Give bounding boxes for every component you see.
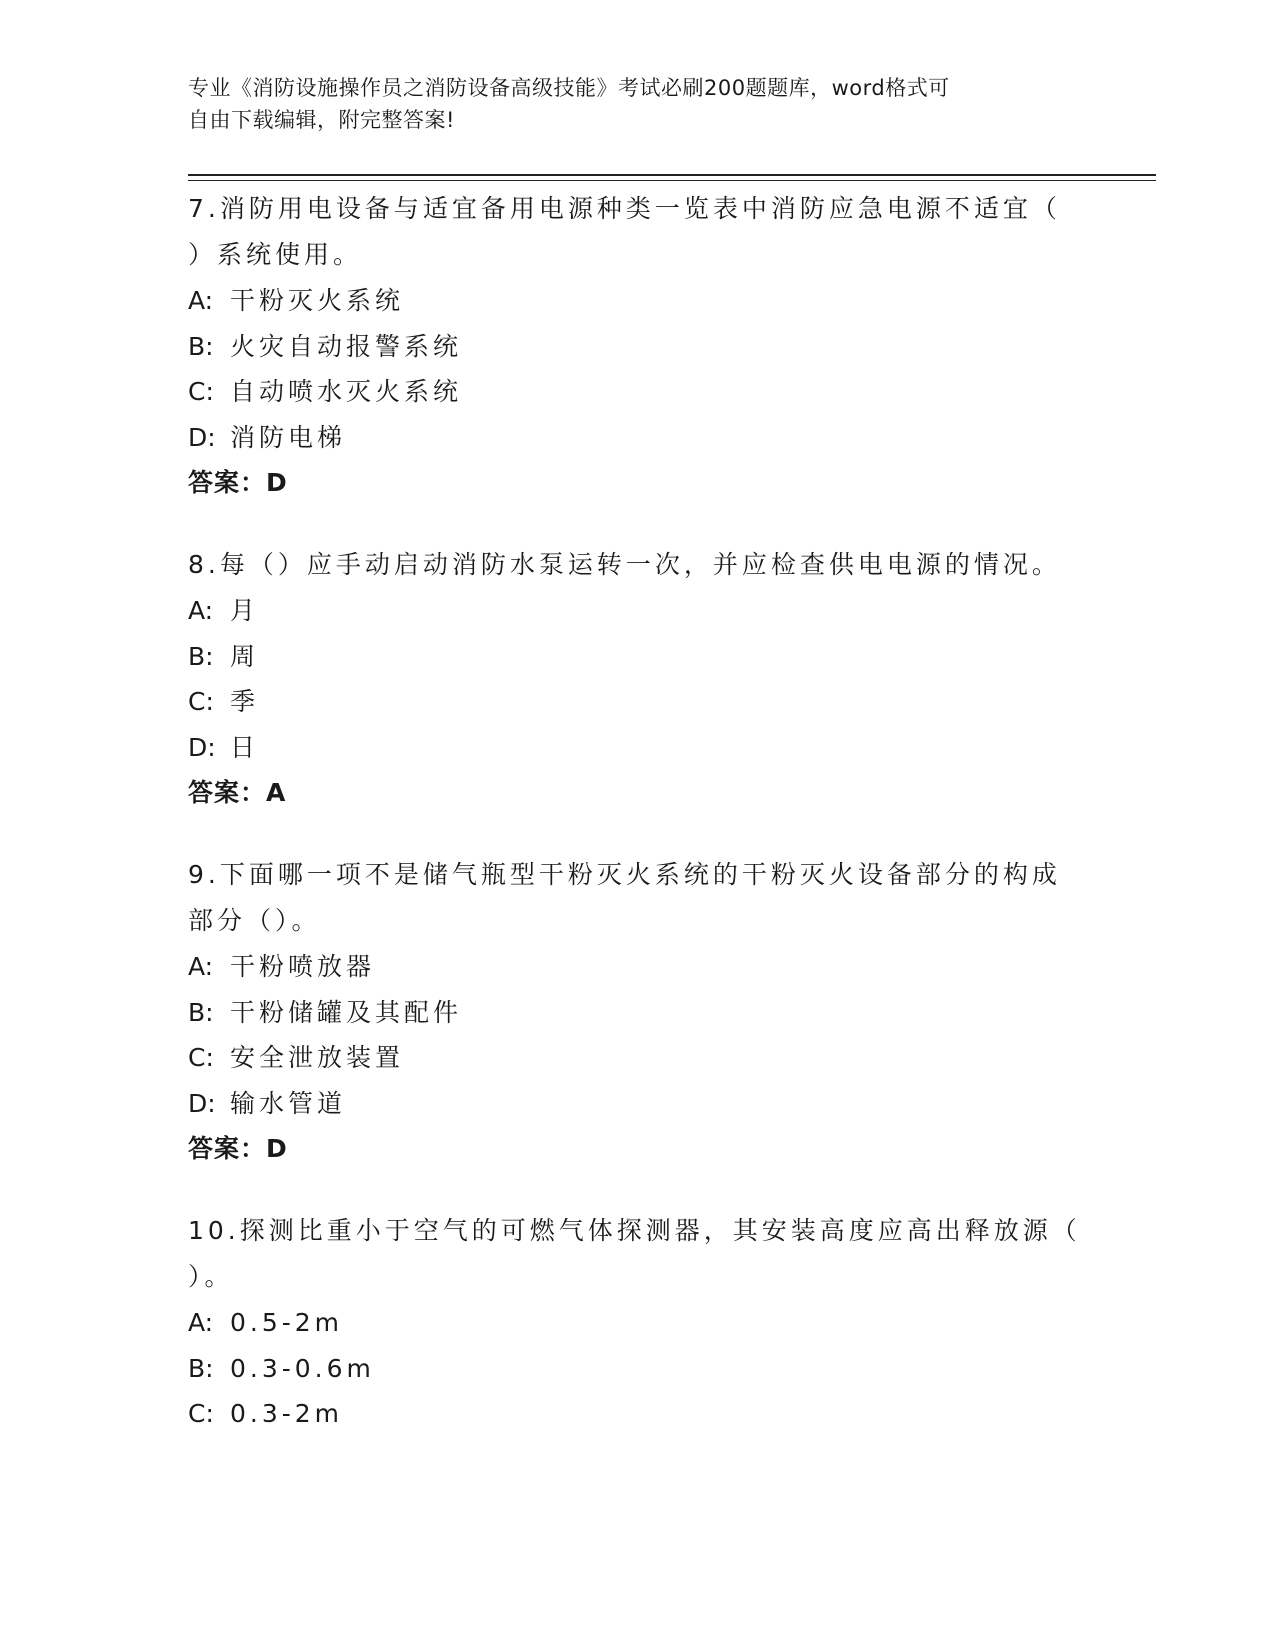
option-letter: A: (188, 286, 214, 315)
option-c (188, 1035, 1088, 1081)
question-text-continued: 部分（）。 (188, 906, 321, 935)
option-letter: B: (188, 331, 214, 361)
header-divider-thin (188, 180, 1156, 181)
question-text: 10.探测比重小于空气的可燃气体探测器，其安装高度应高出释放源（ (188, 1216, 1081, 1245)
question-text-continued: ）。 (188, 1262, 234, 1291)
option-text: 火灾自动报警系统 (230, 331, 463, 361)
option-c (188, 1391, 1088, 1437)
option-text: 0.3-0.6m (230, 1353, 375, 1383)
question-text-continued: ）系统使用。 (188, 240, 363, 269)
option-letter: C: (188, 1043, 214, 1072)
option-d (188, 1081, 1088, 1127)
option-letter: B: (188, 1353, 214, 1383)
answer-label: 答案：D (188, 1134, 288, 1163)
option-letter: D: (188, 732, 216, 762)
option-letter: C: (188, 377, 214, 406)
option-a (188, 1300, 1088, 1346)
option-text: 消防电梯 (230, 422, 347, 452)
option-b (188, 324, 1088, 370)
option-a (188, 588, 1088, 634)
option-b (188, 634, 1088, 680)
option-text: 干粉储罐及其配件 (230, 997, 463, 1027)
option-letter: C: (188, 1399, 214, 1428)
header-line-2: 自由下载编辑，附完整答案! (188, 108, 455, 132)
option-text: 安全泄放装置 (230, 1043, 405, 1072)
question-7 (188, 186, 1088, 506)
option-letter: C: (188, 687, 214, 716)
option-text: 输水管道 (230, 1088, 347, 1118)
header-divider-thick (188, 174, 1156, 176)
option-letter: B: (188, 997, 214, 1027)
option-text: 季 (230, 687, 260, 716)
option-text: 自动喷水灭火系统 (230, 377, 463, 406)
option-d (188, 415, 1088, 461)
option-letter: D: (188, 1088, 216, 1118)
option-a (188, 944, 1088, 990)
option-letter: A: (188, 596, 214, 625)
option-c (188, 679, 1088, 725)
question-10 (188, 1208, 1088, 1437)
option-text: 0.5-2m (230, 1308, 344, 1337)
option-text: 干粉喷放器 (230, 952, 376, 981)
question-text: 9.下面哪一项不是储气瓶型干粉灭火系统的干粉灭火设备部分的构成 (188, 860, 1061, 889)
option-a (188, 278, 1088, 324)
question-8 (188, 542, 1088, 816)
document-header (188, 72, 1088, 136)
option-letter: A: (188, 952, 214, 981)
option-c (188, 369, 1088, 415)
option-letter: B: (188, 641, 214, 671)
option-text: 日 (230, 732, 260, 762)
answer-label: 答案：D (188, 468, 288, 497)
option-d (188, 725, 1088, 771)
option-b (188, 990, 1088, 1036)
question-text: 7.消防用电设备与适宜备用电源种类一览表中消防应急电源不适宜（ (188, 194, 1061, 223)
option-b (188, 1346, 1088, 1392)
question-list (188, 186, 1088, 1473)
option-text: 0.3-2m (230, 1399, 344, 1428)
option-letter: A: (188, 1308, 214, 1337)
option-letter: D: (188, 422, 216, 452)
header-line-1: 专业《消防设施操作员之消防设备高级技能》考试必刷200题题库，word格式可 (188, 76, 950, 100)
option-text: 月 (230, 596, 260, 625)
option-text: 周 (230, 641, 260, 671)
answer-label: 答案：A (188, 778, 287, 807)
question-9 (188, 852, 1088, 1172)
question-text: 8.每（）应手动启动消防水泵运转一次，并应检查供电电源的情况。 (188, 550, 1061, 579)
option-text: 干粉灭火系统 (230, 286, 405, 315)
